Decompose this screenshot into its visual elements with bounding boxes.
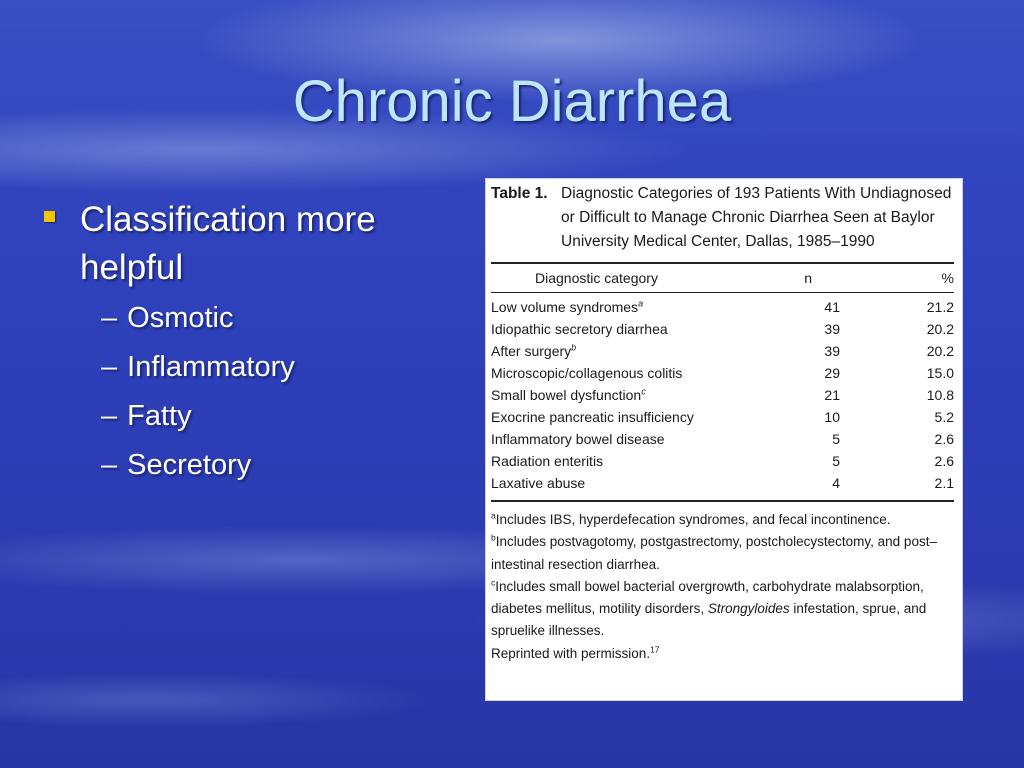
header-percent: %: [941, 270, 954, 286]
cell-percent: 21.2: [926, 299, 954, 315]
footnote-marker: c: [641, 386, 646, 397]
cell-percent: 2.1: [934, 475, 954, 491]
reference-marker: 17: [650, 644, 660, 655]
cell-percent: 2.6: [934, 431, 954, 447]
cell-n: 21: [824, 387, 840, 403]
sub-bullet-list: [44, 294, 464, 490]
table-row: [491, 362, 954, 384]
cell-category: Low volume syndromes: [491, 299, 639, 315]
table-row: [491, 472, 954, 494]
cell-category: After surgery: [491, 343, 572, 359]
reprint-text: Reprinted with permission.: [491, 645, 651, 661]
cell-category: Idiopathic secretory diarrhea: [491, 321, 668, 337]
slide-title: Chronic Diarrhea: [292, 69, 732, 134]
table-row: [491, 296, 954, 318]
reprint-note: [491, 643, 954, 665]
sub-bullet-item: [101, 294, 464, 343]
table-row: [491, 428, 954, 450]
footnote-text: Includes IBS, hyperdefecation syndromes, and fecal incontinence.: [495, 512, 891, 527]
footnote-italic-text: Strongyloides: [707, 601, 790, 617]
main-bullet: [44, 196, 464, 292]
footnote-text: Includes small bowel bacterial overgrowth, carbohydrate malabsorption, diabetes mellitus, motility disorders,: [491, 578, 924, 617]
cell-n: 41: [824, 299, 840, 315]
table-row: [491, 340, 954, 362]
footnote-text: infestation, sprue, and spruelike illnesses.: [491, 601, 927, 639]
cell-percent: 15.0: [926, 365, 954, 381]
header-category: Diagnostic category: [535, 270, 658, 286]
footnote-a: [491, 509, 954, 531]
cell-n: 39: [824, 343, 840, 359]
cell-category: Laxative abuse: [491, 475, 586, 491]
cell-category: Exocrine pancreatic insufficiency: [491, 409, 694, 425]
cell-n: 4: [832, 475, 840, 491]
main-bullet-text: Classification more helpful: [80, 200, 376, 287]
dash-icon: –: [101, 449, 118, 481]
cell-n: 5: [832, 431, 840, 447]
dash-icon: –: [101, 351, 118, 383]
table-footnotes: [491, 502, 954, 665]
cell-n: 29: [824, 365, 840, 381]
table-caption-text: Diagnostic Categories of 193 Patients With Undiagnosed or Difficult to Manage Chronic Diarrhea Seen at Baylor University Medical Center, Dallas, 1985–1990: [561, 185, 952, 250]
cell-category: Inflammatory bowel disease: [491, 431, 665, 447]
table-body: [491, 293, 954, 500]
cell-category: Microscopic/collagenous colitis: [491, 365, 683, 381]
table-header-row: [491, 264, 954, 292]
square-bullet-icon: [44, 211, 55, 222]
cell-percent: 20.2: [926, 343, 954, 359]
footnote-text: Includes postvagotomy, postgastrectomy, postcholecystectomy, and post–intestinal resection diarrhea.: [491, 534, 937, 572]
cell-category: Radiation enteritis: [491, 453, 604, 469]
sub-bullet-item: [101, 441, 464, 490]
cell-n: 5: [832, 453, 840, 469]
table-row: [491, 318, 954, 340]
footnote-marker: c: [491, 577, 496, 588]
sub-bullet-item: [101, 392, 464, 441]
sub-bullet-text: Secretory: [127, 449, 252, 481]
footnote-marker: b: [571, 342, 577, 353]
sub-bullet-text: Fatty: [127, 400, 192, 432]
header-n: n: [804, 270, 812, 286]
cell-percent: 5.2: [934, 409, 954, 425]
sub-bullet-text: Osmotic: [127, 302, 234, 334]
bullet-list: [44, 196, 464, 490]
footnote-marker: b: [491, 532, 496, 543]
sub-bullet-text: Inflammatory: [127, 351, 295, 383]
dash-icon: –: [101, 400, 118, 432]
footnote-marker: a: [491, 510, 496, 521]
cell-category: Small bowel dysfunction: [491, 387, 642, 403]
dash-icon: –: [101, 302, 118, 334]
footnote-c: [491, 576, 954, 643]
table-caption: [491, 182, 954, 254]
table-image: [485, 178, 963, 701]
cell-n: 10: [824, 409, 840, 425]
table-row: [491, 384, 954, 406]
cell-percent: 10.8: [926, 387, 954, 403]
sub-bullet-item: [101, 343, 464, 392]
cell-n: 39: [824, 321, 840, 337]
table-row: [491, 450, 954, 472]
footnote-b: [491, 531, 954, 576]
cell-percent: 20.2: [926, 321, 954, 337]
table-label: Table 1.: [491, 185, 548, 202]
footnote-marker: a: [638, 298, 644, 309]
table-row: [491, 406, 954, 428]
cell-percent: 2.6: [934, 453, 954, 469]
